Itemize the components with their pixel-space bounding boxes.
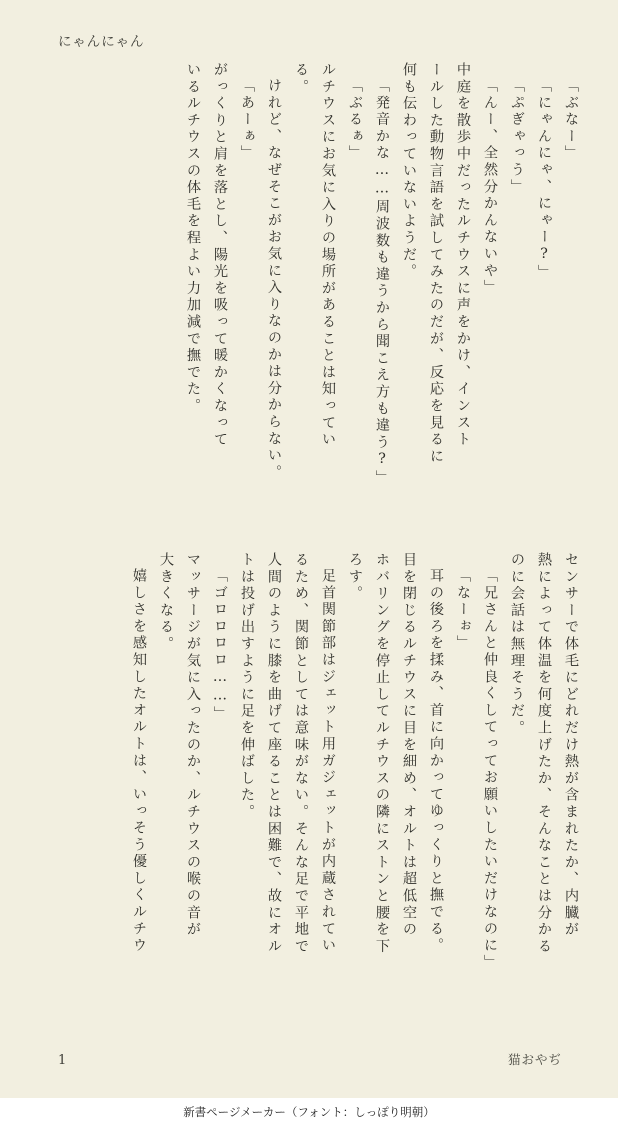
text-column: 「発音かな……周波数も違うから聞こえ方も違う?」 xyxy=(374,78,390,487)
text-column: センサーで体毛にどれだけ熱が含まれたか、内臓が xyxy=(563,552,579,939)
text-column: 「なーぉ」 xyxy=(455,568,471,652)
text-column: ルチウスにお気に入りの場所があることは知ってい xyxy=(320,62,336,449)
author-name: 猫おやぢ xyxy=(507,1052,562,1067)
text-column: ろす。 xyxy=(347,552,363,603)
text-column: のに会話は無理そうだ。 xyxy=(509,552,525,737)
page-number: 1 xyxy=(58,1053,67,1068)
text-column: 「にゃんにゃ、にゃー?」 xyxy=(536,78,552,282)
text-column: 「ぶるぁ」 xyxy=(347,78,363,162)
text-column: 熱によって体温を何度上げたか、そんなことは分かる xyxy=(536,552,552,956)
text-column: 何も伝わっていないようだ。 xyxy=(401,62,417,281)
text-column: 「んー、全然分かんないや」 xyxy=(482,78,498,297)
text-column: がっくりと肩を落とし、陽光を吸って暖かくなって xyxy=(212,62,228,449)
text-column: 「ぷぎゃっう」 xyxy=(509,78,525,196)
text-block-upper xyxy=(173,62,578,532)
body-text-area xyxy=(40,62,578,1020)
text-column: マッサージが気に入ったのか、ルチウスの喉の音が xyxy=(185,552,201,939)
text-block-lower xyxy=(119,552,578,1022)
text-column: 「ぶなー」 xyxy=(563,78,579,162)
text-column: けれど、なぜそこがお気に入りなのかは分からない。 xyxy=(266,78,282,482)
text-column: 「あーぁ」 xyxy=(239,78,255,162)
text-column: 足首関節部はジェット用ガジェットが内蔵されてい xyxy=(320,568,336,955)
text-column: 中庭を散歩中だったルチウスに声をかけ、インスト xyxy=(455,62,471,449)
text-column: ホバリングを停止してルチウスの隣にストンと腰を下 xyxy=(374,552,390,956)
page-title: にゃんにゃん xyxy=(58,34,145,50)
text-column: 嬉しさを感知したオルトは、いっそう優しくルチウ xyxy=(131,568,147,955)
text-column: る。 xyxy=(293,62,309,96)
text-column: 耳の後ろを揉み、首に向かってゆっくりと撫でる。 xyxy=(428,568,444,955)
footer-caption: 新書ページメーカー（フォント：しっぽり明朝） xyxy=(183,1105,435,1119)
text-column: 目を閉じるルチウスに目を細め、オルトは超低空の xyxy=(401,552,417,939)
text-column: いるルチウスの体毛を程よい力加減で撫でた。 xyxy=(185,62,201,415)
text-column: 「ゴロロロロ……」 xyxy=(212,568,228,723)
text-column: 人間のように膝を曲げて座ることは困難で、故にオル xyxy=(266,552,282,956)
text-column: るため、関節としては意味がない。そんな足で平地で xyxy=(293,552,309,956)
text-column: ールした動物言語を試してみたのだが、反応を見るに xyxy=(428,62,444,466)
text-column: トは投げ出すように足を伸ばした。 xyxy=(239,552,255,821)
text-column: 大きくなる。 xyxy=(158,552,174,653)
text-column: 「兄さんと仲良くしてってお願いしたいだけなのに」 xyxy=(482,568,498,972)
